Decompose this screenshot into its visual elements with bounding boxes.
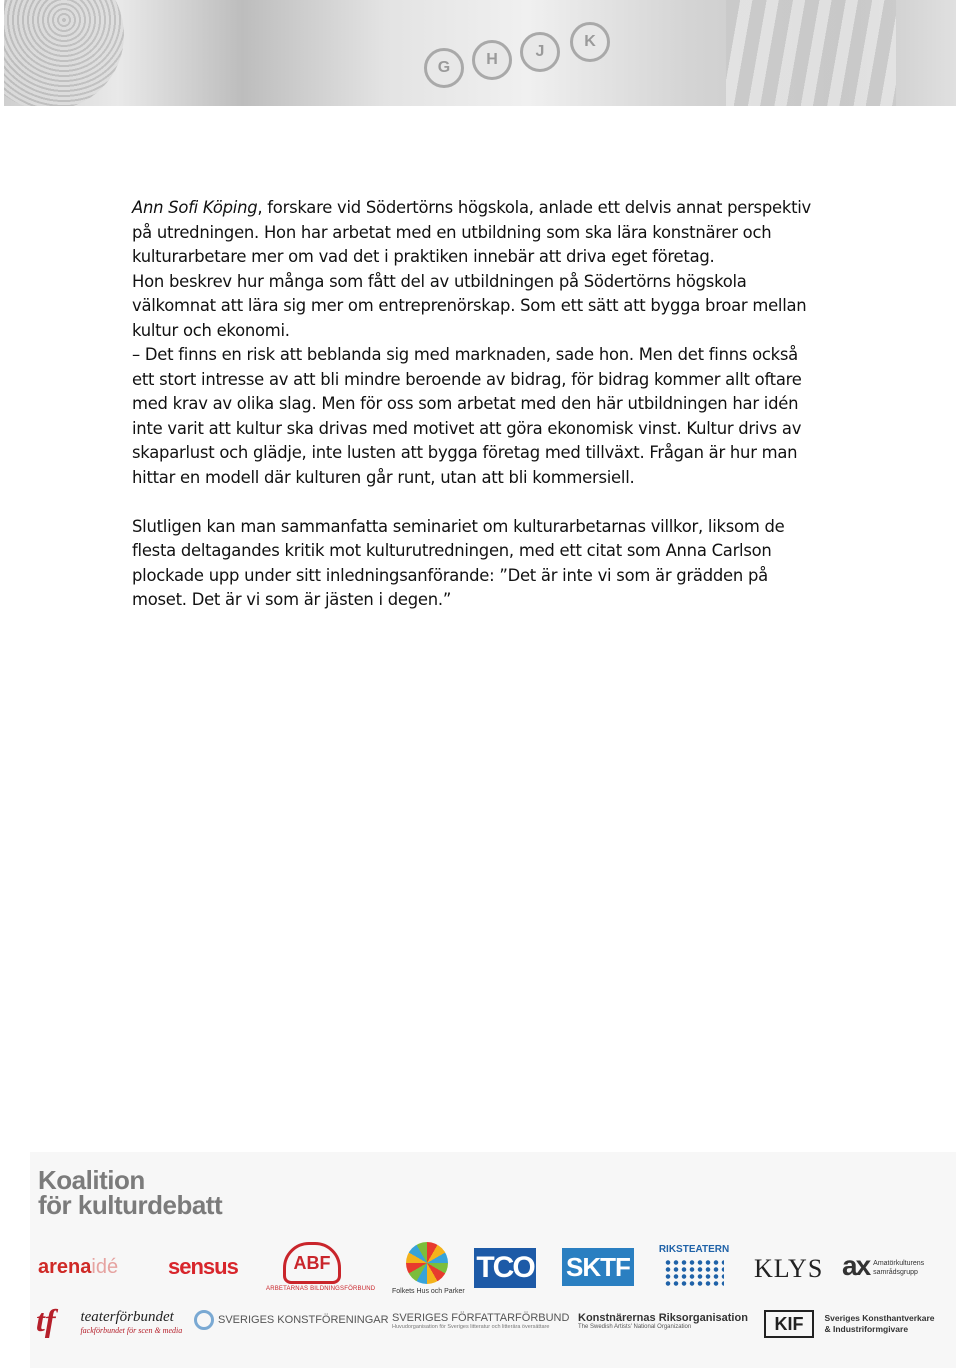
kif-text-line-2: & Industriformgivare bbox=[824, 1324, 909, 1334]
article-body bbox=[132, 196, 812, 613]
forfattarforbund-logo bbox=[392, 1312, 569, 1330]
paragraph-gap bbox=[132, 490, 812, 515]
ax-logo bbox=[842, 1250, 924, 1282]
microphone-image bbox=[4, 0, 124, 106]
folkets-hus-text: Folkets Hus och Parker bbox=[392, 1288, 465, 1295]
header-banner bbox=[4, 0, 956, 106]
folkets-hus-logo bbox=[392, 1242, 465, 1295]
arena-text: arena bbox=[38, 1256, 92, 1278]
ax-mark: ax bbox=[842, 1250, 870, 1281]
kif-mark: KIF bbox=[764, 1310, 814, 1338]
tf-mark: tf bbox=[36, 1302, 56, 1338]
ax-subtitle-line-1: Amatörkulturens bbox=[873, 1259, 925, 1267]
koalition-line-1: Koalition bbox=[38, 1165, 145, 1195]
koalition-logo bbox=[38, 1165, 223, 1220]
paint-tubes-image bbox=[726, 0, 896, 106]
forfattarforbund-text: SVERIGES FÖRFATTARFÖRBUND bbox=[392, 1312, 570, 1324]
konstnarernas-riksorganisation-logo bbox=[578, 1312, 748, 1330]
kro-text: Konstnärernas Riksorganisation bbox=[578, 1312, 748, 1324]
ax-subtitle bbox=[873, 1259, 924, 1277]
tf-name: teaterförbundet bbox=[80, 1309, 174, 1325]
paragraph-1-text: , forskare vid Södertörns högskola, anlade ett delvis annat perspektiv på utredningen. Hon har arbetat med en utbildning som ska lära konstnärer och kulturarbetare mer om vad det i praktiken innebär att driva eget företag. bbox=[132, 198, 812, 266]
konstforeningar-text: SVERIGES KONSTFÖRENINGAR bbox=[218, 1313, 389, 1326]
paragraph-3: – Det finns en risk att beblanda sig med marknaden, sade hon. Men det finns också ett stort intresse av att bli mindre beroende av bidrag, för bidrag kommer allt oftare med krav av olika slag. Men för oss som arbetat med den här utbildningen har idén inte varit att kultur ska drivas med motivet att göra ekonomisk vinst. Kultur drivs av skaparlust och glädje, inte lusten att bygga företag med tillväxt. Frågan är hur man hittar en modell där kulturen går runt, utan att bli kommersiell. bbox=[132, 345, 802, 487]
abf-logo bbox=[266, 1242, 376, 1292]
tco-logo: TCO bbox=[474, 1248, 536, 1288]
forfattarforbund-subtitle: Huvudorganisation för Sveriges litteratur och litterära översättare bbox=[392, 1324, 550, 1330]
ax-subtitle-line-2: samrådsgrupp bbox=[873, 1268, 918, 1276]
paragraph-2: Hon beskrev hur många som fått del av utbildningen på Södertörns högskola välkomnat att lära sig mer om entreprenörskap. Som ett sätt att bygga broar mellan kultur och ekonomi. bbox=[132, 271, 807, 340]
person-name: Ann Sofi Köping bbox=[132, 198, 258, 217]
teaterforbundet-logo bbox=[36, 1302, 182, 1342]
kro-subtitle: The Swedish Artists' National Organization bbox=[578, 1324, 692, 1330]
typewriter-keys-image bbox=[424, 30, 724, 100]
riksteatern-logo bbox=[656, 1244, 732, 1287]
typewriter-key: J bbox=[520, 32, 560, 72]
sensus-logo: sensus bbox=[168, 1254, 238, 1279]
sktf-logo: SKTF bbox=[562, 1248, 634, 1286]
paragraph-4: Slutligen kan man sammanfatta seminariet om kulturarbetarnas villkor, liksom de flesta deltagandes kritik mot kulturutredningen, med ett citat som Anna Carlson plockade upp under sitt inledningsanförande: ”Det är inte vi som är grädden på moset. Det är vi som är jästen i degen.” bbox=[132, 516, 785, 609]
paragraph-1 bbox=[132, 196, 812, 270]
abf-mark: ABF bbox=[283, 1242, 341, 1284]
konstforeningar-logo bbox=[194, 1310, 389, 1330]
klys-logo: KLYS bbox=[754, 1254, 824, 1283]
tf-text bbox=[80, 1309, 182, 1335]
kif-logo bbox=[764, 1310, 935, 1338]
abf-subtitle: ARBETARNAS BILDNINGSFÖRBUND bbox=[266, 1286, 376, 1292]
riksteatern-text: RIKSTEATERN bbox=[658, 1244, 730, 1255]
tf-subtitle: fackförbundet för scen & media bbox=[80, 1326, 183, 1335]
ide-text: idé bbox=[91, 1256, 119, 1278]
footer-logos bbox=[30, 1152, 956, 1368]
folkets-hus-burst-icon bbox=[406, 1242, 448, 1284]
koalition-line-2: för kulturdebatt bbox=[38, 1190, 223, 1220]
typewriter-key: H bbox=[472, 40, 512, 80]
typewriter-key: G bbox=[424, 48, 464, 88]
kif-text-line-1: Sveriges Konsthantverkare bbox=[824, 1313, 935, 1323]
riksteatern-dots-icon bbox=[664, 1259, 724, 1287]
arenaide-logo bbox=[38, 1256, 118, 1279]
typewriter-key: K bbox=[570, 22, 610, 62]
konstforeningar-circle-icon bbox=[194, 1310, 214, 1330]
kif-text bbox=[824, 1313, 934, 1335]
